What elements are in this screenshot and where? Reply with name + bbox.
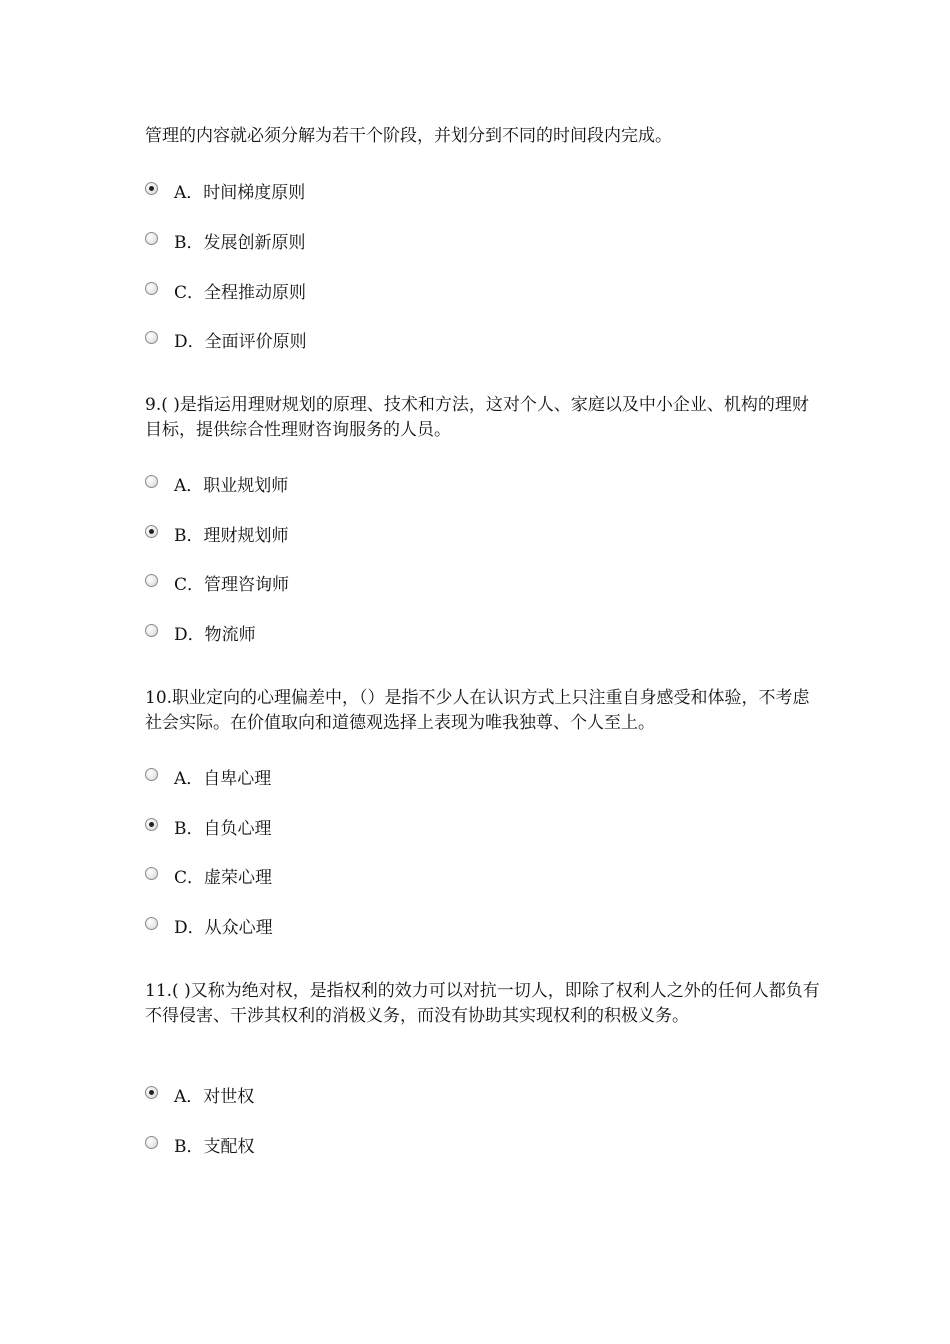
question-text: 9.( )是指运用理财规划的原理、技术和方法，这对个人、家庭以及中小企业、机构的理财目标，提供综合性理财咨询服务的人员。 bbox=[145, 395, 809, 440]
option-c[interactable] bbox=[145, 572, 289, 598]
option-c[interactable] bbox=[145, 280, 306, 306]
radio-unchecked-icon[interactable] bbox=[145, 768, 158, 781]
option-c[interactable] bbox=[145, 865, 272, 891]
question-text: 10.职业定向的心理偏差中，（）是指不少人在认识方式上只注重自身感受和体验，不考虑社会实际。在价值取向和道德观选择上表现为唯我独尊、个人至上。 bbox=[145, 688, 810, 733]
option-label: A．职业规划师 bbox=[174, 476, 289, 496]
option-label: D．从众心理 bbox=[174, 918, 273, 938]
option-a[interactable] bbox=[145, 180, 305, 206]
option-label: B．发展创新原则 bbox=[174, 233, 306, 253]
option-a[interactable] bbox=[145, 473, 288, 499]
option-a[interactable] bbox=[145, 766, 271, 792]
option-b[interactable] bbox=[145, 230, 306, 256]
radio-checked-icon[interactable] bbox=[145, 525, 158, 538]
question-text: 管理的内容就必须分解为若干个阶段，并划分到不同的时间段内完成。 bbox=[145, 126, 672, 146]
radio-unchecked-icon[interactable] bbox=[145, 574, 158, 587]
option-b[interactable] bbox=[145, 523, 289, 549]
option-label: D．全面评价原则 bbox=[174, 332, 307, 352]
radio-unchecked-icon[interactable] bbox=[145, 232, 158, 245]
radio-checked-icon[interactable] bbox=[145, 818, 158, 831]
radio-unchecked-icon[interactable] bbox=[145, 867, 158, 880]
option-label: C．全程推动原则 bbox=[174, 283, 307, 303]
option-d[interactable] bbox=[145, 915, 273, 941]
option-label: A．时间梯度原则 bbox=[174, 183, 306, 203]
radio-unchecked-icon[interactable] bbox=[145, 475, 158, 488]
radio-unchecked-icon[interactable] bbox=[145, 624, 158, 637]
radio-checked-icon[interactable] bbox=[145, 1086, 158, 1099]
radio-unchecked-icon[interactable] bbox=[145, 331, 158, 344]
option-label: B．支配权 bbox=[174, 1137, 255, 1157]
radio-unchecked-icon[interactable] bbox=[145, 1136, 158, 1149]
option-d[interactable] bbox=[145, 329, 307, 355]
radio-checked-icon[interactable] bbox=[145, 182, 158, 195]
radio-unchecked-icon[interactable] bbox=[145, 282, 158, 295]
option-label: C．管理咨询师 bbox=[174, 575, 290, 595]
option-d[interactable] bbox=[145, 622, 256, 648]
option-b[interactable] bbox=[145, 816, 272, 842]
option-label: A．对世权 bbox=[174, 1087, 255, 1107]
option-label: A．自卑心理 bbox=[174, 769, 272, 789]
option-label: C．虚荣心理 bbox=[174, 868, 273, 888]
option-label: B．理财规划师 bbox=[174, 526, 289, 546]
option-label: B．自负心理 bbox=[174, 819, 272, 839]
option-a[interactable] bbox=[145, 1084, 254, 1110]
option-b[interactable] bbox=[145, 1134, 255, 1160]
question-text: 11.( )又称为绝对权，是指权利的效力可以对抗一切人，即除了权利人之外的任何人都负有不得侵害、干涉其权利的消极义务，而没有协助其实现权利的积极义务。 bbox=[145, 981, 820, 1026]
option-label: D．物流师 bbox=[174, 625, 256, 645]
radio-unchecked-icon[interactable] bbox=[145, 917, 158, 930]
